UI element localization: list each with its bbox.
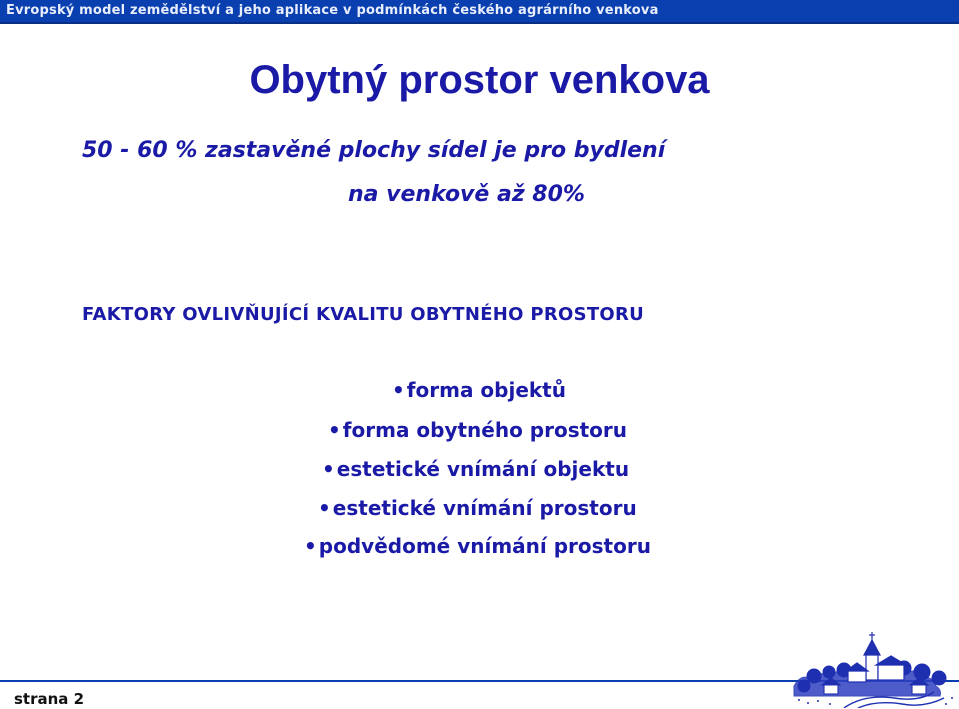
- bullet-item: [322, 457, 629, 481]
- bullet-dot: •: [322, 457, 335, 481]
- bullet-item: [304, 534, 651, 558]
- bullet-dot: •: [328, 418, 341, 442]
- bullet-dot: •: [318, 496, 331, 520]
- bullet-text: forma objektů: [406, 378, 566, 402]
- slide-title: Obytný prostor venkova: [249, 58, 710, 102]
- header-bar: [0, 0, 959, 24]
- village-logo-icon: [784, 628, 959, 708]
- bullet-text: podvědomé vnímání prostoru: [318, 534, 651, 558]
- intro-line-1: 50 - 60 % zastavěné plochy sídel je pro bydlení: [82, 138, 666, 163]
- page-label: strana 2: [14, 690, 85, 708]
- bullet-item: [318, 496, 637, 520]
- bullet-text: forma obytného prostoru: [342, 418, 628, 442]
- factors-heading: FAKTORY OVLIVŇUJÍCÍ KVALITU OBYTNÉHO PROSTORU: [82, 304, 645, 325]
- bullet-item: [392, 378, 566, 402]
- header-text: Evropský model zemědělství a jeho aplikace v podmínkách českého agrárního venkova: [6, 3, 659, 18]
- bullet-dot: •: [392, 378, 405, 402]
- bullet-dot: •: [304, 534, 317, 558]
- bullet-text: estetické vnímání objektu: [336, 457, 630, 481]
- intro-line-2: na venkově až 80%: [348, 182, 585, 207]
- bullet-text: estetické vnímání prostoru: [332, 496, 637, 520]
- bullet-item: [328, 418, 627, 442]
